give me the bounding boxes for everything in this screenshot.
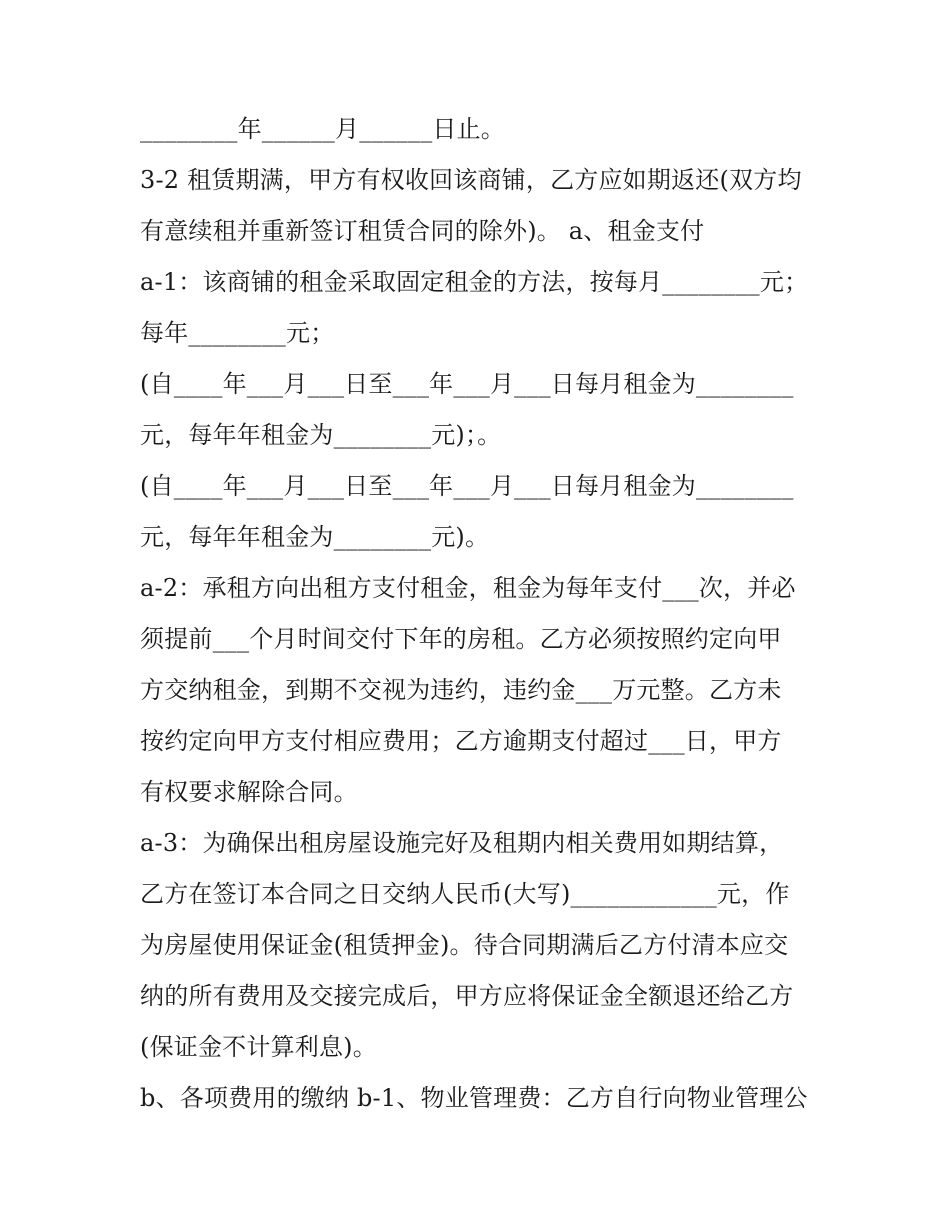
text-line: 每年________元；	[140, 319, 335, 347]
text-line: 纳的所有费用及交接完成后，甲方应将保证金全额退还给乙方	[140, 982, 794, 1010]
text-line: 乙方在签订本合同之日交纳人民币(大写)____________元，作	[140, 880, 790, 908]
text-line: 3-2 租赁期满，甲方有权收回该商铺，乙方应如期返还(双方均	[140, 166, 802, 194]
text-line: 为房屋使用保证金(租赁押金)。待合同期满后乙方付清本应交	[140, 931, 789, 959]
text-line: 按约定向甲方支付相应费用；乙方逾期支付超过___日，甲方	[140, 727, 782, 755]
text-line: 有权要求解除合同。	[140, 778, 358, 806]
text-line: a-2：承租方向出租方支付租金，租金为每年支付___次，并必	[140, 574, 796, 602]
text-line: 有意续租并重新签订租赁合同的除外)。 a、租金支付	[140, 217, 705, 245]
text-line: a-3：为确保出租房屋设施完好及租期内相关费用如期结算，	[140, 829, 784, 857]
text-line: 方交纳租金，到期不交视为违约，违约金___万元整。乙方未	[140, 676, 782, 704]
text-line: 须提前___个月时间交付下年的房租。乙方必须按照约定向甲	[140, 625, 782, 653]
text-line: b、各项费用的缴纳 b-1、物业管理费：乙方自行向物业管理公	[140, 1084, 808, 1112]
text-line: 元，每年年租金为________元)。	[140, 523, 490, 551]
text-line: (自____年___月___日至___年___月___日每月租金为________	[140, 370, 794, 398]
text-line: (保证金不计算利息)。	[140, 1033, 377, 1061]
text-line: (自____年___月___日至___年___月___日每月租金为________	[140, 472, 794, 500]
text-line: a-1：该商铺的租金采取固定租金的方法，按每月________元；	[140, 268, 809, 296]
text-line: 元，每年年租金为________元)；。	[140, 421, 502, 449]
text-line: ________年______月______日止。	[140, 115, 505, 143]
